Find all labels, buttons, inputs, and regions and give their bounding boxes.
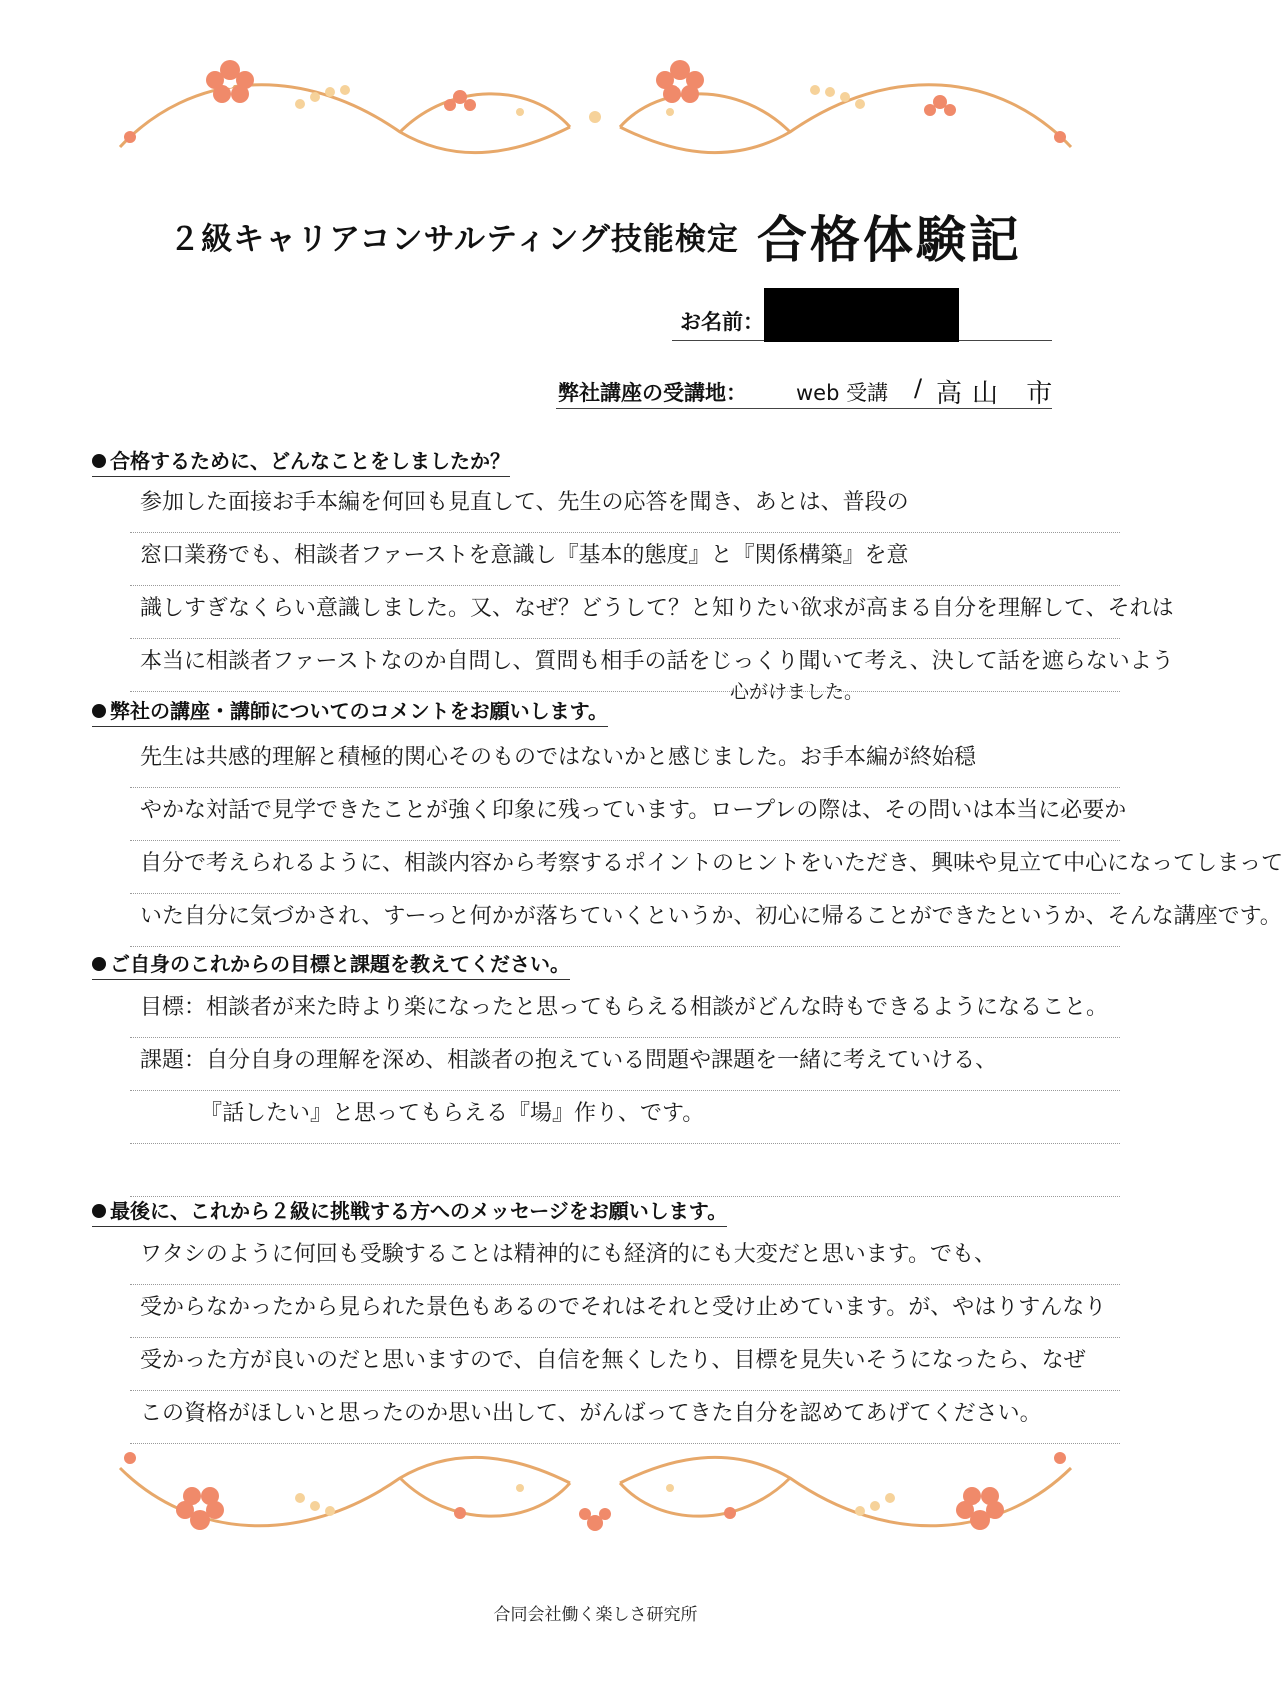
section-1-answer xyxy=(130,480,1174,692)
venue-separator: / xyxy=(914,374,923,402)
venue-label: 弊社講座の受講地： xyxy=(558,381,747,405)
answer-line: ワタシのように何回も受験することは精神的にも経済的にも大変だと思います。でも、 xyxy=(130,1232,1120,1285)
section-2-heading xyxy=(92,695,608,727)
answer-line: いた自分に気づかされ、すーっと何かが落ちていくというか、初心に帰ることができたというか、そんな講座です。 xyxy=(130,894,1120,947)
floral-ornament-top xyxy=(100,42,1091,172)
answer-line: 受からなかったから見られた景色もあるのでそれはそれと受け止めています。が、やはりすんなり xyxy=(130,1285,1120,1338)
section-4-heading xyxy=(92,1195,727,1227)
title-subtitle: ２級キャリアコンサルティング技能検定 xyxy=(169,221,739,258)
answer-line: 参加した面接お手本編を何回も見直して、先生の応答を聞き、あとは、普段の xyxy=(130,480,1120,533)
answer-line: やかな対話で見学できたことが強く印象に残っています。ロープレの際は、その問いは本当に必要か xyxy=(130,788,1120,841)
section-4-answer xyxy=(130,1232,1120,1444)
venue-city: 高山 市 xyxy=(936,379,1063,409)
answer-line: 本当に相談者ファーストなのか自問し、質問も相手の話をじっくり聞いて考え、決して話を遮らないよう xyxy=(130,639,1120,692)
answer-line: 自分で考えられるように、相談内容から考察するポイントのヒントをいただき、興味や見立て中心になってしまって xyxy=(130,841,1120,894)
bullet-icon xyxy=(92,1204,106,1218)
answer-line: 目標：相談者が来た時より楽になったと思ってもらえる相談がどんな時もできるようになること。 xyxy=(130,985,1120,1038)
section-2-heading-text: 弊社の講座・講師についてのコメントをお願いします。 xyxy=(110,699,608,723)
name-label: お名前： xyxy=(680,310,764,334)
name-field xyxy=(672,300,1052,341)
section-1-heading-text: 合格するために、どんなことをしましたか？ xyxy=(110,449,510,473)
answer-line: この資格がほしいと思ったのか思い出して、がんばってきた自分を認めてあげてください。 xyxy=(130,1391,1120,1444)
answer-line xyxy=(130,1144,1120,1197)
answer-line: 受かった方が良いのだと思いますので、自信を無くしたり、目標を見失いそうになったら、なぜ xyxy=(130,1338,1120,1391)
name-redaction xyxy=(764,288,959,342)
answer-line: 窓口業務でも、相談者ファーストを意識し『基本的態度』と『関係構築』を意 xyxy=(130,533,1120,586)
bullet-icon xyxy=(92,704,106,718)
answer-line: 識しすぎなくらい意識しました。又、なぜ？どうして？と知りたい欲求が高まる自分を理解して、それは xyxy=(130,586,1120,639)
bullet-icon xyxy=(92,454,106,468)
section-2-answer xyxy=(130,735,1283,947)
section-4-heading-text: 最後に、これから２級に挑戦する方へのメッセージをお願いします。 xyxy=(110,1199,728,1223)
answer-line: 心がけました。 xyxy=(730,681,864,703)
section-3-heading xyxy=(92,948,570,980)
answer-line: 『話したい』と思ってもらえる『場』作り、です。 xyxy=(130,1091,1120,1144)
answer-line: 課題：自分自身の理解を深め、相談者の抱えている問題や課題を一緒に考えていける、 xyxy=(130,1038,1120,1091)
bullet-icon xyxy=(92,957,106,971)
floral-ornament-bottom xyxy=(100,1428,1091,1558)
venue-value: web 受講 xyxy=(796,381,889,405)
footer-company: 合同会社働く楽しさ研究所 xyxy=(493,1605,698,1625)
section-3-heading-text: ご自身のこれからの目標と課題を教えてください。 xyxy=(110,952,570,976)
section-1-heading xyxy=(92,445,510,477)
answer-line: 先生は共感的理解と積極的関心そのものではないかと感じました。お手本編が終始穏 xyxy=(130,735,1120,788)
title-block xyxy=(0,200,1191,272)
venue-field xyxy=(556,372,1063,409)
title-main: 合格体験記 xyxy=(756,211,1022,269)
section-3-answer xyxy=(130,985,1120,1197)
section-1-answer-tail xyxy=(720,678,1020,710)
